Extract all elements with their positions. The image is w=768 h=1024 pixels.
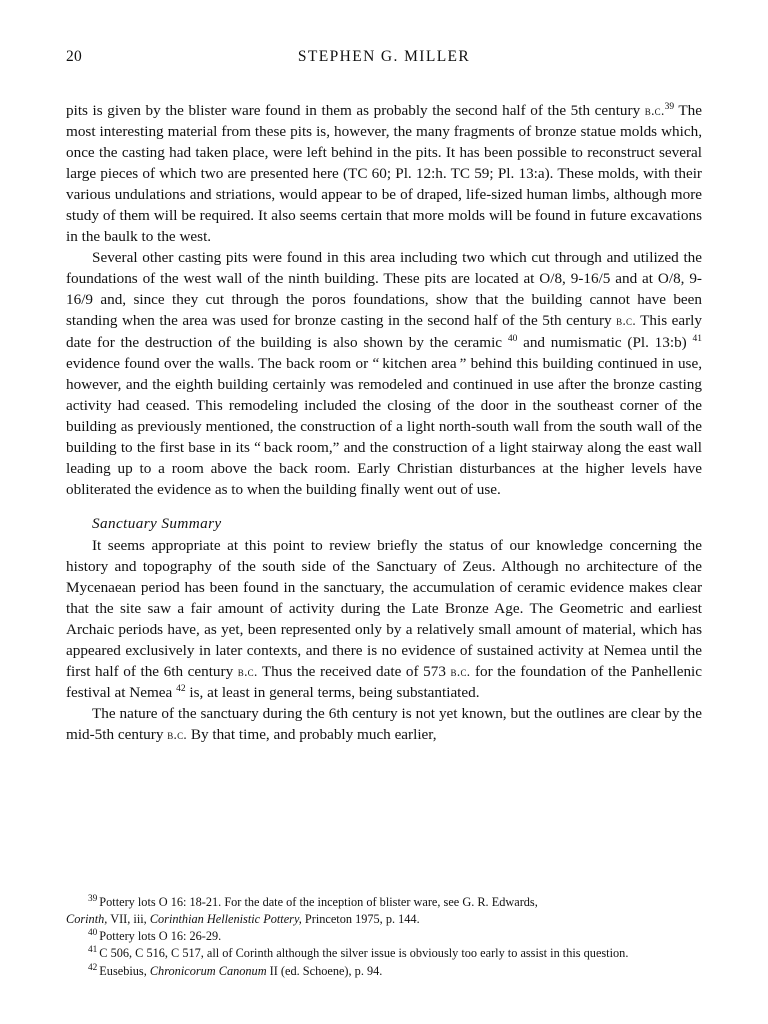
section-subhead: Sanctuary Summary — [92, 514, 222, 532]
body-text — [66, 100, 702, 745]
footnote-marker: 42 — [88, 962, 98, 973]
footnote-text-end: II (ed. Schoene), p. 94. — [266, 963, 383, 978]
footnote-text: Pottery lots O 16: 26-29. — [99, 928, 222, 943]
running-title: STEPHEN G. MILLER — [297, 48, 471, 65]
paragraph-1: pits is given by the blister ware found in them as probably the second half of the 5th century b.c.$^{39}$ The most interesting material from these pits is, however, the many fragments of bronze statue molds which, once the casting had taken place, were left behind in the pits. It has been possible to reconstruct several large pieces of which two are presented here (TC 60; Pl. 12:h. TC 59; Pl. 13:a). These molds, with their various undulations and striations, would appear to be of draped, life-sized human limbs, although more study of them will be required. It also seems certain that more molds will be found in future excavations in the baulk to the west. — [66, 101, 702, 246]
footnote-ref-40: 40 — [507, 333, 518, 344]
footnote-text-end: Princeton 1975, p. 144. — [301, 911, 420, 926]
footnote-ref-39: 39 — [664, 101, 675, 112]
small-caps-bc: b.c. — [616, 313, 636, 329]
footnote-italic-title: Chronicorum Canonum — [149, 963, 267, 978]
paragraph-4: The nature of the sanctuary during the 6th century is not yet known, but the outlines are clear by the mid-5th century b.c. By that time, and probably much earlier, — [66, 705, 702, 744]
footnote-40 — [66, 928, 708, 944]
small-caps-bc: b.c. — [237, 664, 258, 680]
footnote-41 — [66, 945, 708, 961]
footnote-ref-41: 41 — [692, 333, 702, 344]
footnote-marker: 41 — [88, 945, 98, 956]
footnote-text-cont: VII, iii, — [107, 911, 150, 926]
footnote-italic-corinth: Corinth, — [66, 911, 108, 926]
paragraph-3: It seems appropriate at this point to review briefly the status of our knowledge concerning the history and topography of the south side of the Sanctuary of Zeus. Although no architecture of the Mycenaean period has been found in the sanctuary, the accumulation of ceramic evidence makes clear that the site saw a fair amount of activity during the Late Bronze Age. The Geometric and earliest Archaic periods have, as yet, been represented only by a relatively small amount of material, which has appeared exclusively in later contexts, and there is no evidence of sustained activity at Nemea until the first half of the 6th century b.c. Thus the received date of 573 b.c. for the foundation of the Panhellenic festival at Nemea $^{42}$ is, at least in general terms, being substantiated. — [66, 536, 703, 702]
page-header — [66, 48, 702, 78]
footnote-marker: 40 — [88, 927, 98, 938]
small-caps-bc: b.c. — [644, 103, 665, 118]
footnote-ref-42: 42 — [176, 684, 186, 695]
small-caps-bc: b.c. — [167, 727, 188, 743]
footnotes — [66, 894, 708, 980]
footnote-text: Pottery lots O 16: 18-21. For the date of the inception of blister ware, see G. R. Edwards, — [99, 895, 538, 910]
small-caps-bc: b.c. — [450, 664, 471, 680]
footnote-marker: 39 — [88, 894, 98, 905]
page-number: 20 — [66, 48, 83, 65]
footnote-39 — [66, 894, 708, 927]
footnote-42 — [66, 963, 708, 979]
footnote-text: Eusebius, — [99, 963, 150, 978]
footnote-text: C 506, C 516, C 517, all of Corinth although the silver issue is obviously too early to assist in this question. — [99, 946, 629, 961]
paragraph-2: Several other casting pits were found in this area including two which cut through and utilized the foundations of the west wall of the ninth building. These pits are located at O/8, 9-16/5 and at O/8, 9-16/9 and, since they cut through the poros foundations, show that the building cannot have been standing when the area was used for bronze casting in the second half of the 5th century b.c. This early date for the destruction of the building is also shown by the ceramic $^{40}$ and numismatic (Pl. 13:b) $^{41}$ evidence found over the walls. The back room or “ kitchen area ” behind this building continued in use, however, and the eighth building certainly was remodeled and continued in use after the bronze casting activity had ceased. This remodeling included the closing of the door in the southeast corner of the building as previously mentioned, the construction of a light north-south wall from the south wall of the building to the first base in its “ back room,” and the construction of a light stairway along the east wall leading up to a room above the back room. Early Christian disturbances at the higher levels have obliterated the evidence as to when the building finally went out of use. — [66, 249, 702, 498]
footnote-italic-title: Corinthian Hellenistic Pottery, — [149, 911, 302, 926]
